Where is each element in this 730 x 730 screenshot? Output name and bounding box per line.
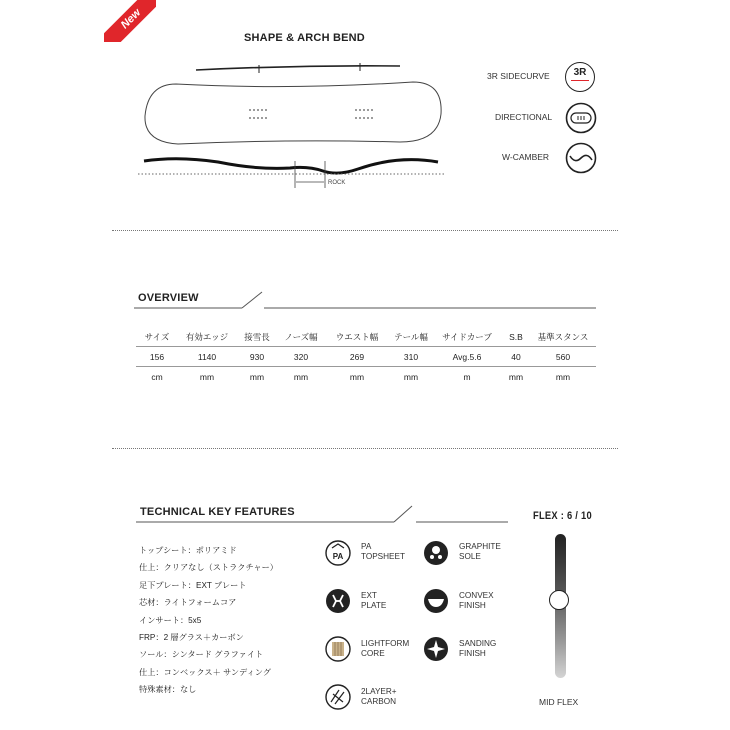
- table-unit-row: [136, 367, 596, 387]
- flex-title: FLEX : 6 / 10: [533, 510, 592, 522]
- table-unit-cell: mm: [249, 371, 265, 382]
- graphite-sole-icon: [423, 540, 449, 566]
- flex-indicator: [549, 590, 569, 610]
- convex-finish-icon: [423, 588, 449, 614]
- table-header-cell: ウエスト幅: [324, 327, 390, 347]
- table-header-cell: 接雪長: [236, 327, 278, 347]
- table-cell: 40: [502, 347, 530, 367]
- table-unit-cell: mm: [293, 371, 309, 382]
- feature-label-line: LIGHTFORM: [361, 639, 410, 648]
- table-header-row: [136, 327, 596, 347]
- table-header-cell: 基準スタンス: [530, 327, 596, 347]
- table-unit-cell: mm: [508, 371, 524, 382]
- feature-label-line: FINISH: [459, 601, 486, 610]
- overview-title-rule: [134, 290, 598, 310]
- feature-ext-plate: [361, 591, 386, 611]
- w-camber-icon: [565, 142, 597, 174]
- rock-label: ROCK: [328, 180, 346, 186]
- table-cell: 560: [530, 347, 596, 367]
- list-item: トップシート：ポリアミド: [139, 546, 237, 555]
- table-unit-cell: mm: [349, 371, 365, 382]
- directional-icon: [565, 102, 597, 134]
- table-header-cell: S.B: [502, 327, 530, 347]
- new-badge-label: New: [104, 0, 156, 42]
- 3r-icon-underline: [571, 80, 589, 81]
- list-item: 芯材：ライトフォームコア: [139, 598, 237, 608]
- technical-spec-list: [139, 542, 278, 699]
- table-cell: 156: [136, 347, 178, 367]
- feature-graphite-sole: [459, 542, 501, 562]
- feature-label-line: PA: [361, 542, 372, 551]
- table-cell: Avg.5.6: [432, 347, 502, 367]
- table-header-cell: サイドカーブ: [432, 327, 502, 347]
- list-item: 特殊素材：なし: [139, 685, 197, 695]
- table-unit-cell: cm: [151, 371, 163, 382]
- feature-label-directional: DIRECTIONAL: [495, 112, 553, 122]
- table-cell: 1140: [178, 347, 236, 367]
- 2layer-carbon-icon: [325, 684, 351, 710]
- feature-label-line: CORE: [361, 649, 385, 658]
- board-outline: [145, 82, 441, 144]
- table-header-cell: ノーズ幅: [278, 327, 324, 347]
- table-header-cell: サイズ: [136, 327, 178, 347]
- ext-plate-icon: [325, 588, 351, 614]
- table-cell: 310: [390, 347, 432, 367]
- technical-section-title: TECHNICAL KEY FEATURES: [140, 506, 295, 518]
- section-divider: [112, 230, 618, 231]
- feature-label-line: 2LAYER+: [361, 687, 397, 696]
- pa-topsheet-icon: [325, 540, 351, 566]
- overview-spec-table: [136, 327, 596, 386]
- feature-label-line: SOLE: [459, 552, 481, 561]
- feature-label-line: CONVEX: [459, 591, 494, 600]
- camber-profile-line: [144, 159, 438, 173]
- feature-sanding-finish: [459, 639, 496, 659]
- feature-2layer-carbon: [361, 687, 397, 707]
- feature-label-line: PLATE: [361, 601, 387, 610]
- feature-convex-finish: [459, 591, 494, 611]
- new-badge: [104, 0, 156, 42]
- feature-label-line: GRAPHITE: [459, 542, 501, 551]
- section-divider: [112, 448, 618, 449]
- lightform-core-icon: [325, 636, 351, 662]
- feature-label-line: EXT: [361, 591, 377, 600]
- list-item: 足下プレート：EXT プレート: [139, 580, 247, 590]
- pa-icon-text: PA: [332, 552, 344, 561]
- table-header-cell: テール幅: [390, 327, 432, 347]
- list-item: 仕上：クリアなし（ストラクチャー）: [139, 563, 278, 573]
- table-cell: 269: [324, 347, 390, 367]
- feature-pa-topsheet: [361, 542, 405, 562]
- table-value-row: [136, 347, 596, 367]
- feature-label-line: CARBON: [361, 697, 397, 706]
- list-item: インサート：5x5: [139, 615, 202, 625]
- table-cell: 930: [236, 347, 278, 367]
- technical-title-rule: [136, 504, 510, 524]
- table-header-cell: 有効エッジ: [178, 327, 236, 347]
- shape-section-title: SHAPE & ARCH BEND: [244, 32, 365, 44]
- feature-label-line: TOPSHEET: [361, 552, 405, 561]
- table-unit-cell: mm: [555, 371, 571, 382]
- list-item: FRP：2 層グラス＋カーボン: [139, 632, 244, 642]
- list-item: ソール：シンタード グラファイト: [139, 650, 264, 660]
- feature-label-line: SANDING: [459, 639, 497, 648]
- feature-lightform-core: [361, 639, 409, 659]
- feature-label-w-camber: W-CAMBER: [502, 152, 550, 162]
- board-shape-diagram: [138, 58, 450, 193]
- feature-label-3r-sidecurve: 3R SIDECURVE: [487, 71, 550, 81]
- list-item: 仕上：コンベックス＋ サンディング: [139, 667, 271, 677]
- table-unit-cell: mm: [199, 371, 215, 382]
- 3r-icon-text: 3R: [573, 67, 587, 78]
- 3r-sidecurve-icon: [565, 62, 595, 92]
- arch-bend-line: [196, 66, 400, 70]
- table-cell: 320: [278, 347, 324, 367]
- sanding-finish-icon: [423, 636, 449, 662]
- table-unit-cell: mm: [403, 371, 419, 382]
- feature-label-line: FINISH: [459, 649, 486, 658]
- flex-level-label: MID FLEX: [539, 697, 579, 707]
- table-unit-cell: m: [463, 371, 471, 382]
- overview-section-title: OVERVIEW: [138, 292, 199, 304]
